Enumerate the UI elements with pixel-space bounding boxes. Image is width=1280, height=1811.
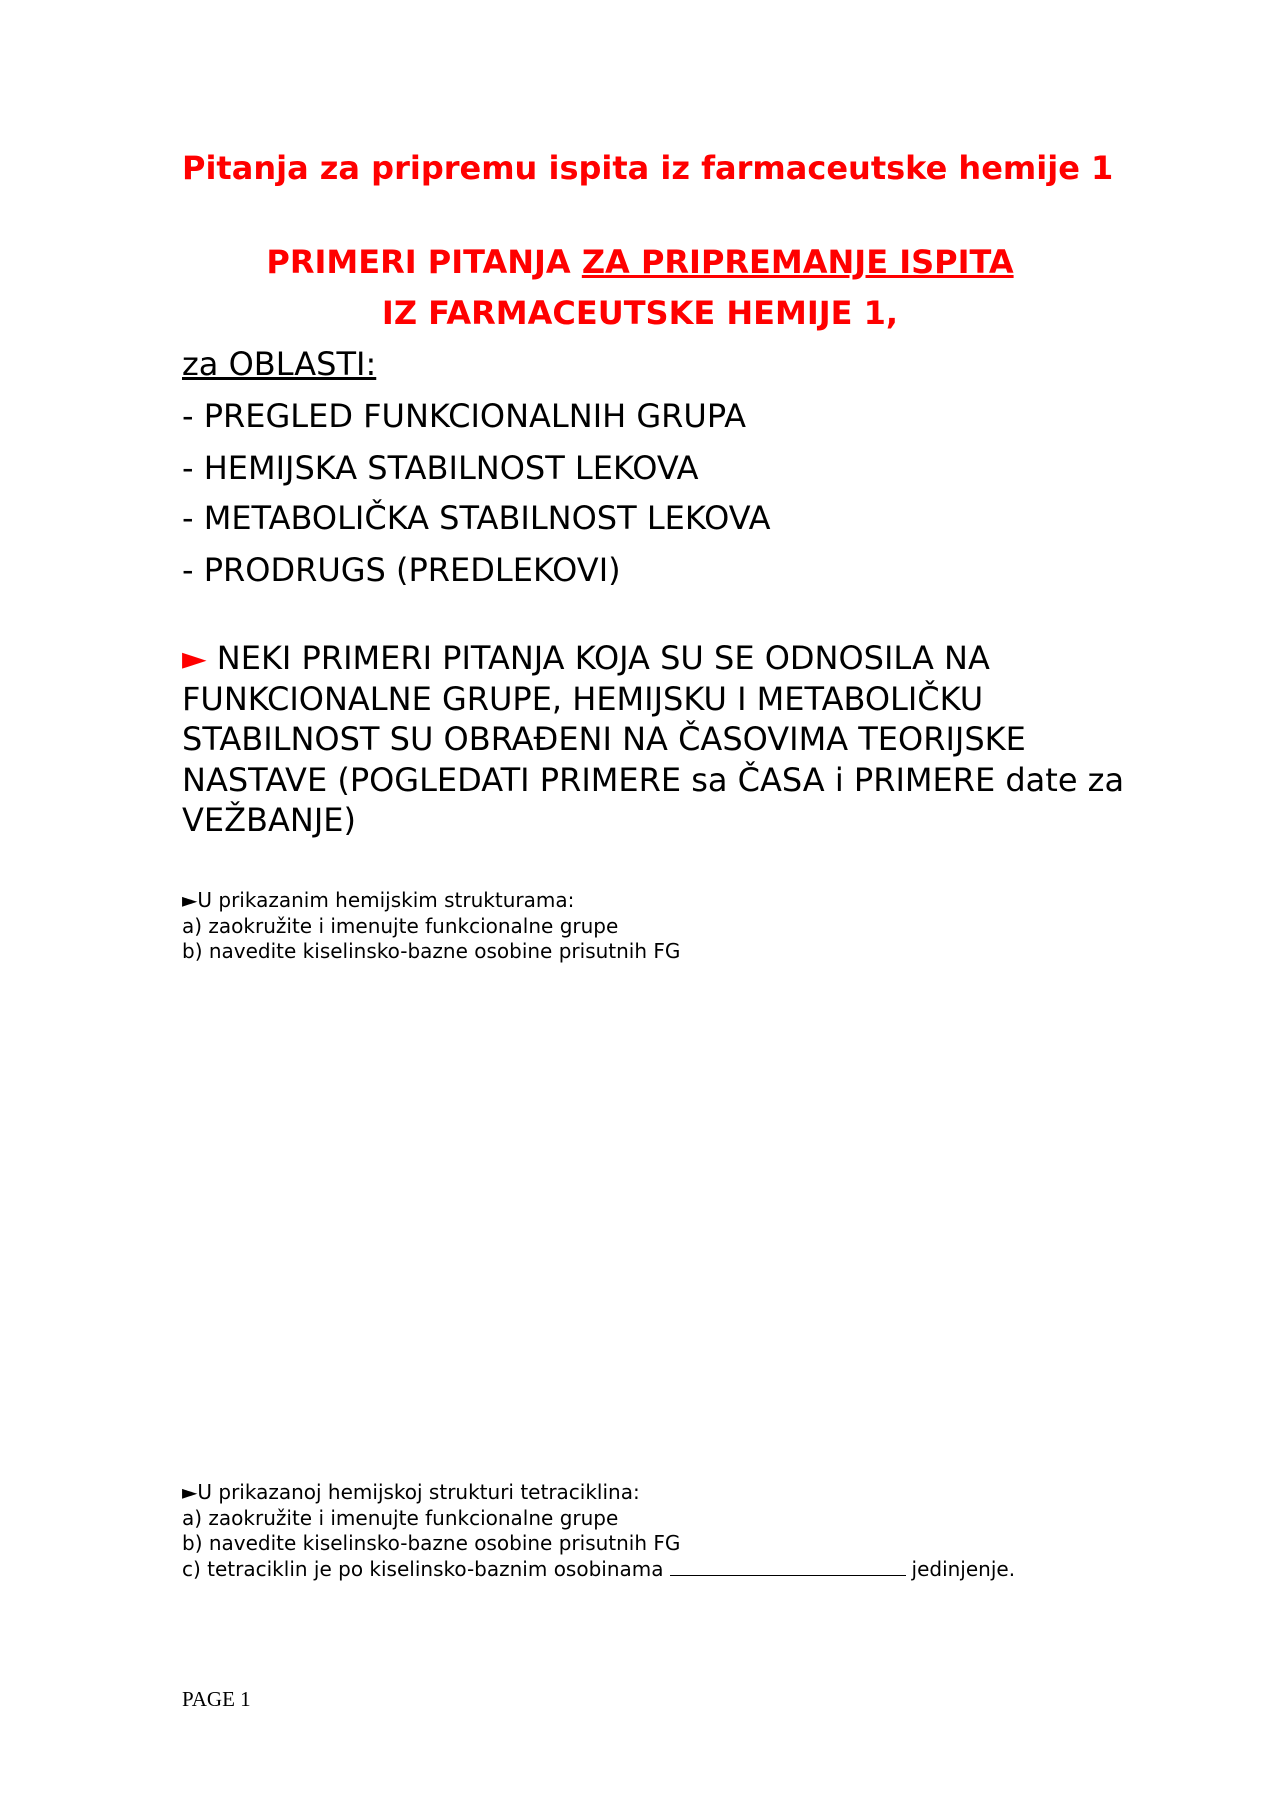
task-item-c-after: jedinjenje. bbox=[911, 1556, 1016, 1581]
page-number-footer: PAGE 1 bbox=[182, 1687, 251, 1711]
task-item-a: a) zaokružite i imenujte funkcionalne grupe bbox=[182, 1505, 619, 1530]
area-item: - METABOLIČKA STABILNOST LEKOVA bbox=[182, 499, 771, 537]
document-title: Pitanja za pripremu ispita iz farmaceutske hemije 1 bbox=[182, 149, 1114, 187]
area-item: - PREGLED FUNKCIONALNIH GRUPA bbox=[182, 397, 746, 435]
task-intro: ►U prikazanim hemijskim strukturama: bbox=[182, 888, 575, 912]
task-block-1 bbox=[182, 888, 680, 965]
heading-line-1-underlined: ZA PRIPREMANJE ISPITA bbox=[581, 243, 1014, 281]
areas-label: za OBLASTI: bbox=[182, 345, 377, 383]
area-item: - PRODRUGS (PREDLEKOVI) bbox=[182, 551, 621, 589]
heading-line-2: IZ FARMACEUTSKE HEMIJE 1, bbox=[381, 294, 899, 332]
note-paragraph bbox=[182, 638, 1172, 841]
fill-in-blank bbox=[670, 1557, 906, 1576]
task-item-a: a) zaokružite i imenujte funkcionalne grupe bbox=[182, 913, 619, 938]
note-text: NEKI PRIMERI PITANJA KOJA SU SE ODNOSILA NA FUNKCIONALNE GRUPE, HEMIJSKU I METABOLIČKU STABILNOST SU OBRAĐENI NA ČASOVIMA TEORIJSKE NASTAVE (POGLEDATI PRIMERE sa ČASA i PRIMERE date za VEŽBANJE) bbox=[182, 639, 1125, 839]
task-block-2 bbox=[182, 1480, 1015, 1582]
task-intro: ►U prikazanoj hemijskoj strukturi tetraciklina: bbox=[182, 1480, 640, 1504]
heading-line-1 bbox=[0, 242, 1280, 282]
area-item: - HEMIJSKA STABILNOST LEKOVA bbox=[182, 449, 699, 487]
task-item-b: b) navedite kiselinsko-bazne osobine prisutnih FG bbox=[182, 1531, 681, 1555]
task-item-c bbox=[182, 1557, 1015, 1583]
heading-line-1-plain: PRIMERI PITANJA bbox=[266, 243, 582, 281]
task-item-c-before: c) tetraciklin je po kiselinsko-baznim osobinama bbox=[182, 1556, 664, 1581]
arrow-right-icon: ► bbox=[182, 639, 207, 677]
task-item-b: b) navedite kiselinsko-bazne osobine prisutnih FG bbox=[182, 939, 681, 963]
